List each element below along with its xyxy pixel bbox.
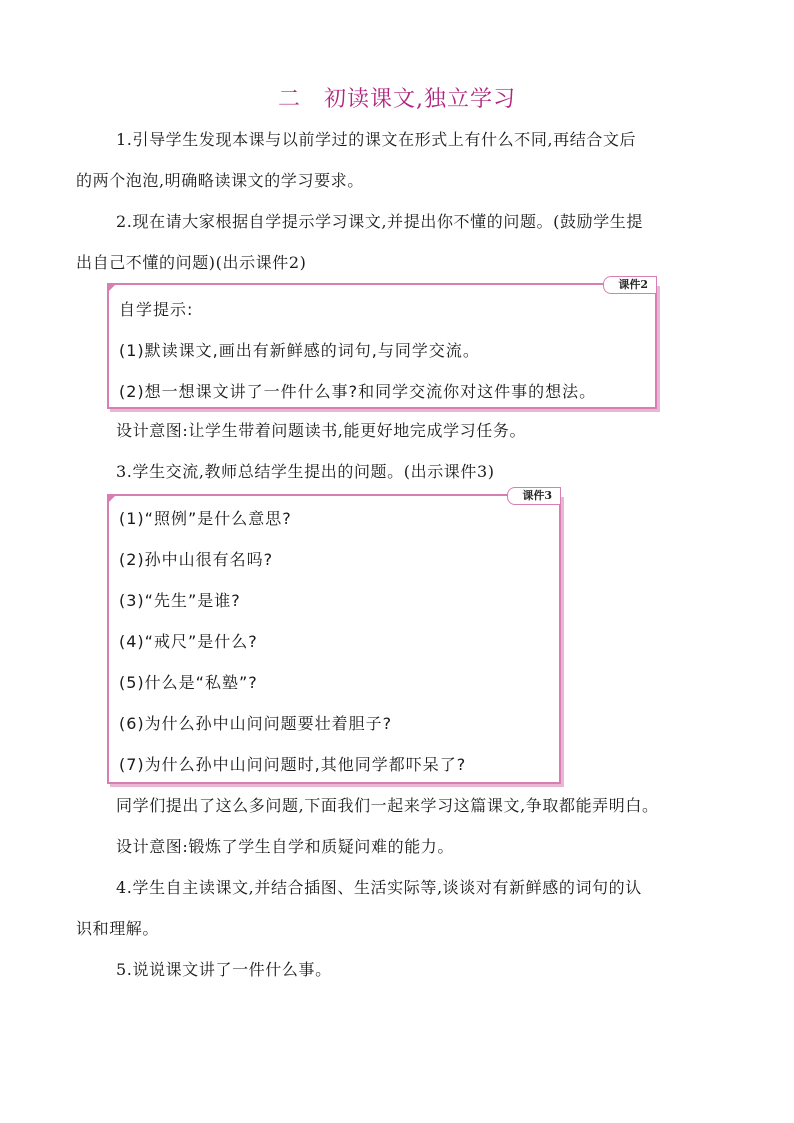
para4-line1: 4.学生自主读课文,并结合插图、生活实际等,谈谈对有新鲜感的词句的认: [116, 878, 642, 897]
courseware-3-tag: 课件3: [507, 487, 561, 505]
question-item: (3)“先生”是谁?: [119, 591, 241, 610]
box-corner-decoration: [107, 283, 117, 293]
question-item: (7)为什么孙中山问问题时,其他同学都吓呆了?: [119, 755, 467, 774]
box-corner-decoration: [107, 494, 117, 504]
courseware-2-box: [107, 278, 657, 409]
question-item: (4)“戒尺”是什么?: [119, 632, 258, 651]
courseware-2-tag: 课件2: [603, 276, 657, 294]
design-intent-1: 设计意图:让学生带着问题读书,能更好地完成学习任务。: [116, 421, 527, 440]
para2-line2: 出自己不懂的问题)(出示课件2): [76, 253, 307, 272]
para5: 5.说说课文讲了一件什么事。: [116, 960, 332, 979]
courseware-3-box: [107, 489, 561, 784]
para1-line2: 的两个泡泡,明确略读课文的学习要求。: [76, 171, 364, 190]
section-title: 二 初读课文,独立学习: [278, 87, 516, 112]
para3: 3.学生交流,教师总结学生提出的问题。(出示课件3): [116, 462, 495, 481]
design-intent-2: 设计意图:锻炼了学生自学和质疑问难的能力。: [116, 837, 454, 856]
question-item: (1)“照例”是什么意思?: [119, 509, 292, 528]
box1-item: 自学提示:: [119, 300, 194, 319]
question-item: (5)什么是“私塾”?: [119, 673, 258, 692]
question-item: (6)为什么孙中山问问题要壮着胆子?: [119, 714, 393, 733]
box1-item: (1)默读课文,画出有新鲜感的词句,与同学交流。: [119, 341, 480, 360]
para2-line1: 2.现在请大家根据自学提示学习课文,并提出你不懂的问题。(鼓励学生提: [116, 212, 643, 231]
para1-line1: 1.引导学生发现本课与以前学过的课文在形式上有什么不同,再结合文后: [116, 130, 637, 149]
question-item: (2)孙中山很有名吗?: [119, 550, 274, 569]
summary-line: 同学们提出了这么多问题,下面我们一起来学习这篇课文,争取都能弄明白。: [116, 796, 659, 815]
box1-item: (2)想一想课文讲了一件什么事?和同学交流你对这件事的想法。: [119, 382, 597, 401]
para4-line2: 识和理解。: [76, 919, 160, 938]
